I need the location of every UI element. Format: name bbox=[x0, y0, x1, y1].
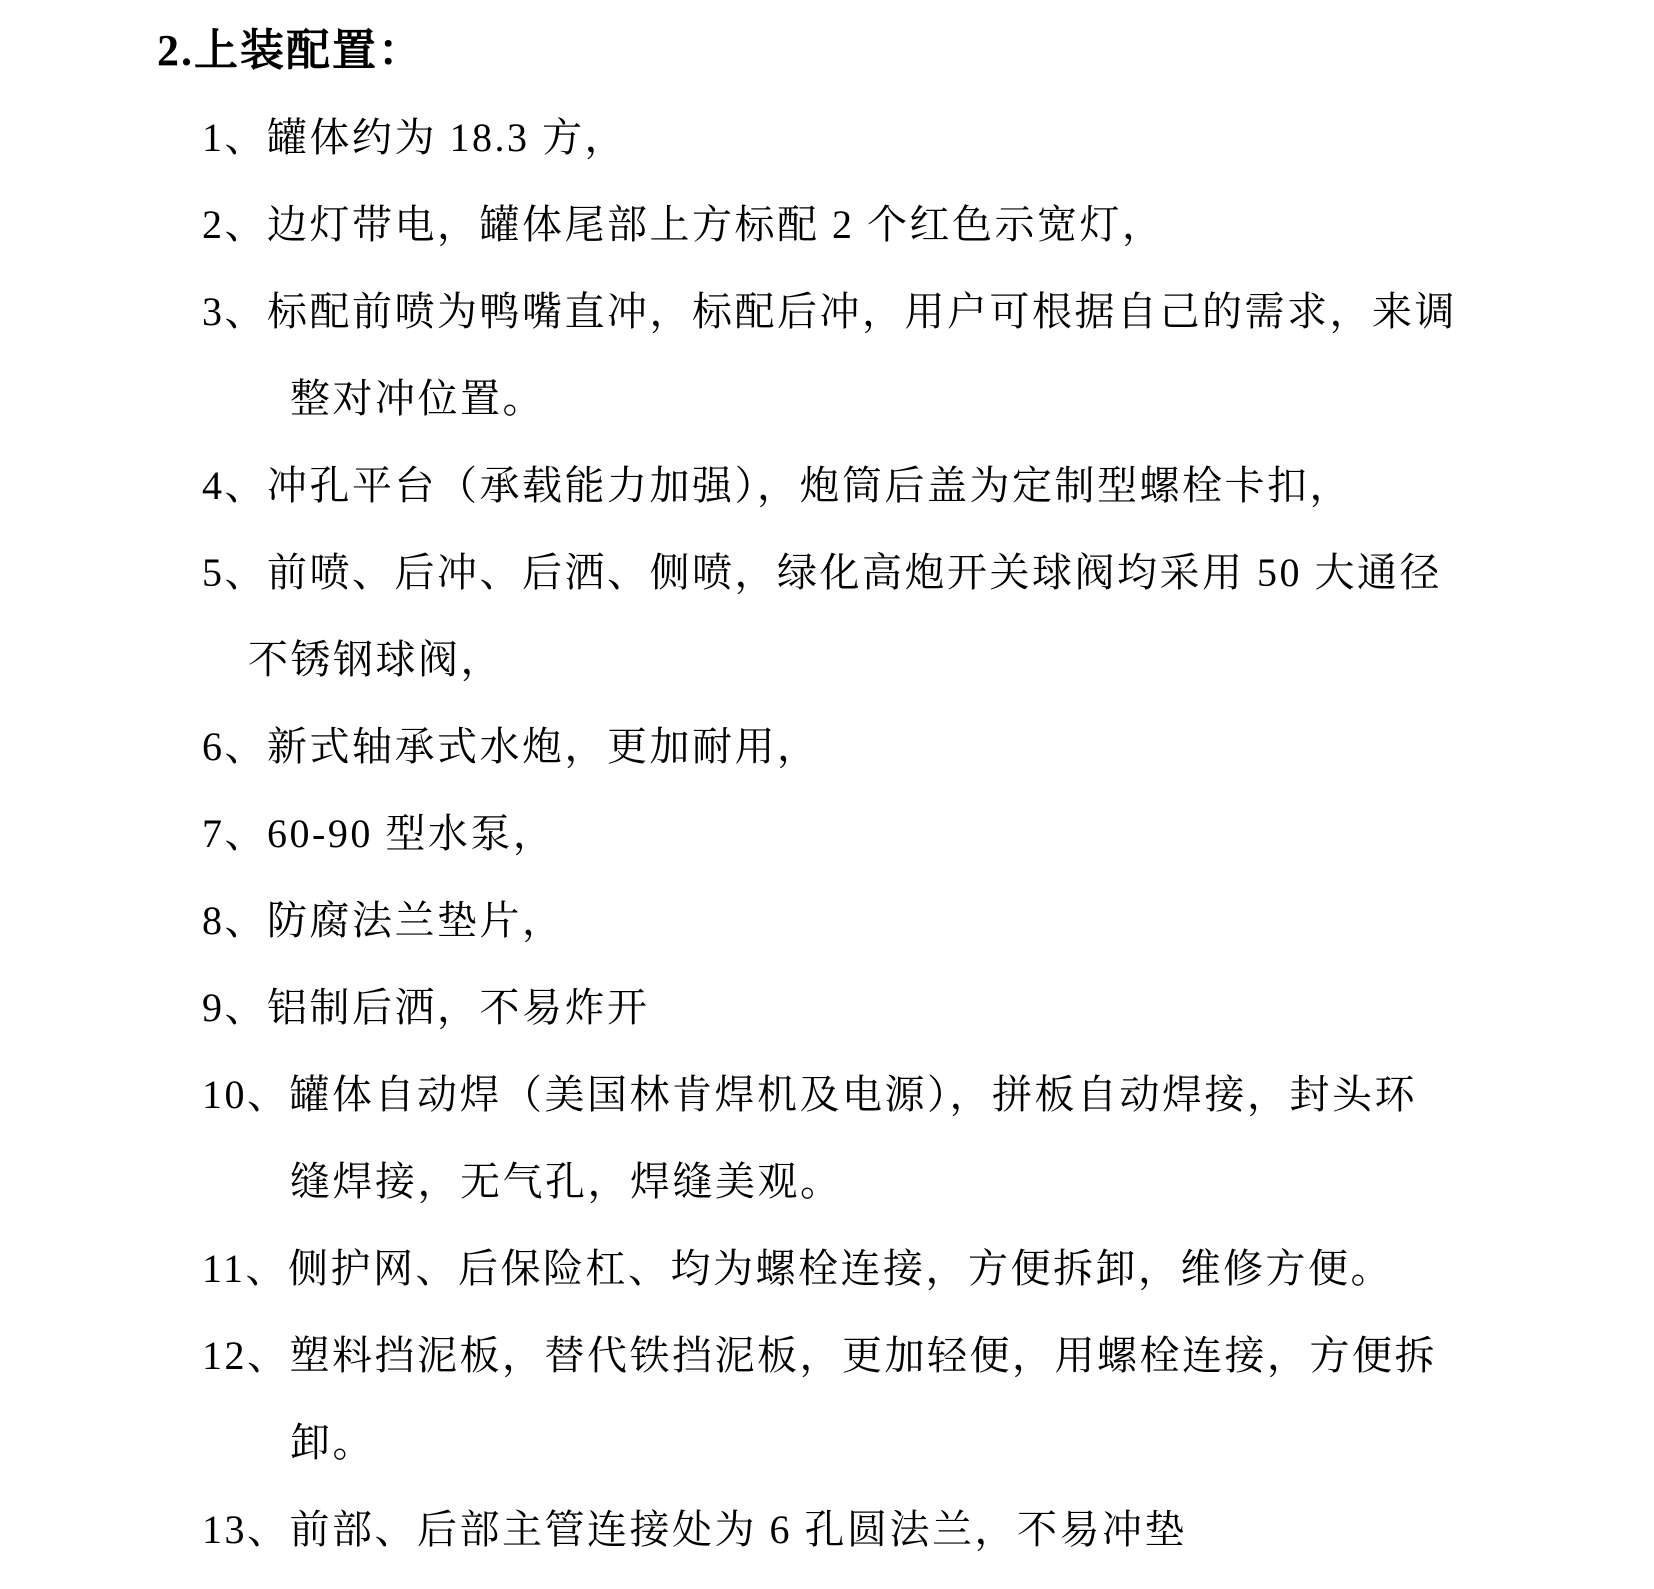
list-item-3-text-line-2: 整对冲位置。 bbox=[290, 376, 545, 421]
list-item-13-text: 前部、后部主管连接处为 6 孔圆法兰，不易冲垫 bbox=[289, 1507, 1187, 1552]
list-item-5-continuation bbox=[0, 616, 1654, 703]
list-item-3-number: 3、 bbox=[202, 289, 267, 334]
list-item-6 bbox=[0, 703, 1654, 790]
list-item-8 bbox=[0, 877, 1654, 964]
list-item-5-text: 前喷、后冲、后洒、侧喷，绿化高炮开关球阀均采用 50 大通径 bbox=[267, 550, 1442, 595]
list-item-10-number: 10、 bbox=[202, 1072, 290, 1117]
list-item-6-text: 新式轴承式水炮，更加耐用， bbox=[267, 724, 820, 769]
list-item-12-number: 12、 bbox=[202, 1333, 290, 1378]
list-item-11-text: 侧护网、后保险杠、均为螺栓连接，方便拆卸，维修方便。 bbox=[288, 1246, 1394, 1291]
list-item-4 bbox=[0, 442, 1654, 529]
list-item-6-number: 6、 bbox=[202, 724, 267, 769]
list-item-10-continuation bbox=[0, 1138, 1654, 1225]
list-item-13 bbox=[0, 1486, 1654, 1573]
list-item-3-continuation bbox=[0, 355, 1654, 442]
list-item-7-text: 60-90 型水泵， bbox=[267, 811, 556, 856]
list-item-11 bbox=[0, 1225, 1654, 1312]
list-item-12-text-line-2: 卸。 bbox=[290, 1420, 375, 1465]
list-item-4-number: 4、 bbox=[202, 463, 267, 508]
list-item-5 bbox=[0, 529, 1654, 616]
list-item-5-text-line-2: 不锈钢球阀， bbox=[248, 637, 503, 682]
list-item-12-continuation bbox=[0, 1399, 1654, 1486]
list-item-13-number: 13、 bbox=[202, 1507, 290, 1552]
list-item-10-text-line-2: 缝焊接，无气孔，焊缝美观。 bbox=[290, 1159, 843, 1204]
list-item-1-text: 罐体约为 18.3 方， bbox=[267, 115, 627, 160]
list-item-8-number: 8、 bbox=[202, 898, 267, 943]
list-item-9-text: 铝制后洒，不易炸开 bbox=[267, 985, 650, 1030]
list-item-9-number: 9、 bbox=[202, 985, 267, 1030]
list-item-3-text: 标配前喷为鸭嘴直冲，标配后冲，用户可根据自己的需求，来调 bbox=[267, 289, 1457, 334]
list-item-7 bbox=[0, 790, 1654, 877]
list-item-10 bbox=[0, 1051, 1654, 1138]
list-item-10-text: 罐体自动焊（美国林肯焊机及电源），拼板自动焊接，封头环 bbox=[289, 1072, 1417, 1117]
list-item-2-number: 2、 bbox=[202, 202, 267, 247]
list-item-5-number: 5、 bbox=[202, 550, 267, 595]
list-item-7-number: 7、 bbox=[202, 811, 267, 856]
list-item-12 bbox=[0, 1312, 1654, 1399]
list-item-11-number: 11、 bbox=[202, 1246, 289, 1291]
list-item-1-number: 1、 bbox=[202, 115, 267, 160]
list-item-3 bbox=[0, 268, 1654, 355]
list-item-12-text: 塑料挡泥板，替代铁挡泥板，更加轻便，用螺栓连接，方便拆 bbox=[289, 1333, 1437, 1378]
list-item-2-text: 边灯带电，罐体尾部上方标配 2 个红色示宽灯， bbox=[267, 202, 1165, 247]
section-heading: 2.上装配置： bbox=[157, 26, 424, 75]
list-item-4-text: 冲孔平台（承载能力加强），炮筒后盖为定制型螺栓卡扣， bbox=[267, 463, 1352, 508]
list-item-1 bbox=[0, 94, 1654, 181]
list-item-8-text: 防腐法兰垫片， bbox=[267, 898, 565, 943]
list-item-9 bbox=[0, 964, 1654, 1051]
list-item-2 bbox=[0, 181, 1654, 268]
